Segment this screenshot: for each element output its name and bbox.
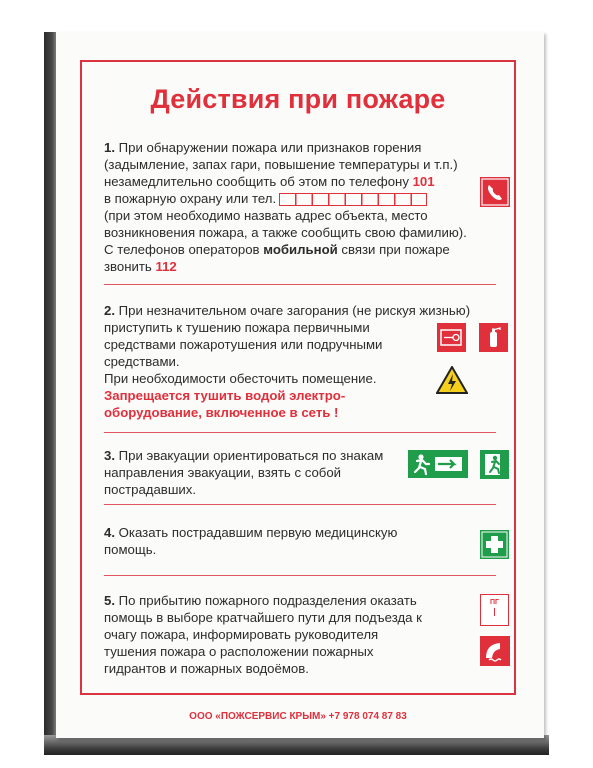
section-1: 1. При обнаружении пожара или признаков горения (задымление, запах гари, повышение температуры и т.п.) незамедлительно сообщить об этом по телефону 101 в пожарную охрану или тел. (при этом необходимо назвать адрес объекта, место возникновения пожара, а также сообщить свою фамилию). С телефонов операторов мобильной связи при пожаре звонить 112 — [104, 140, 467, 274]
section-3: 3. При эвакуации ориентироваться по знакам направления эвакуации, взять с собой пострадавших. — [104, 448, 384, 497]
emergency-number-112: 112 — [155, 259, 177, 274]
first-aid-sign-icon — [480, 530, 509, 559]
section-number: 1. — [104, 140, 115, 155]
section-2: 2. При незначительном очаге загорания (не рискуя жизнью) приступить к тушению пожара первичными средствами пожаротушения или подручными средствами. При необходимости обесточить помещение. Запрещается тушить водой электро- оборудование, включенное в сеть ! — [104, 303, 471, 420]
hydrant-sign-label: ПГ — [490, 599, 499, 606]
scan-shadow-bottom — [44, 735, 549, 755]
phone-number-blank-field — [279, 193, 427, 206]
warning-text: Запрещается тушить водой электро- — [104, 388, 346, 403]
fire-extinguisher-sign-icon — [479, 323, 508, 352]
emergency-exit-arrow-sign-icon — [408, 450, 468, 478]
electrical-hazard-sign-icon — [436, 366, 468, 394]
section-divider — [104, 575, 496, 576]
section-divider — [104, 284, 496, 285]
phone-sign-icon — [480, 177, 510, 207]
emergency-number-101: 101 — [412, 174, 435, 189]
fire-pond-sign-icon — [480, 636, 510, 666]
poster-title: Действия при пожаре — [150, 84, 446, 114]
fire-hydrant-sign-icon — [480, 594, 509, 626]
section-5: 5. По прибытию пожарного подразделения оказать помощь в выборе кратчайшего пути для подъезда к очагу пожара, информировать руководителя тушения пожара о расположении пожарных гидрантов и пожарных водоёмов. — [104, 593, 422, 676]
section-divider — [104, 432, 496, 433]
fire-hose-sign-icon — [437, 323, 466, 352]
footer-company-contacts: ООО «ПОЖСЕРВИС КРЫМ» +7 978 074 87 83 — [189, 711, 407, 722]
section-4: 4. Оказать пострадавшим первую медицинскую помощь. — [104, 525, 398, 557]
section-divider — [104, 504, 496, 505]
emergency-exit-sign-icon — [480, 450, 509, 479]
